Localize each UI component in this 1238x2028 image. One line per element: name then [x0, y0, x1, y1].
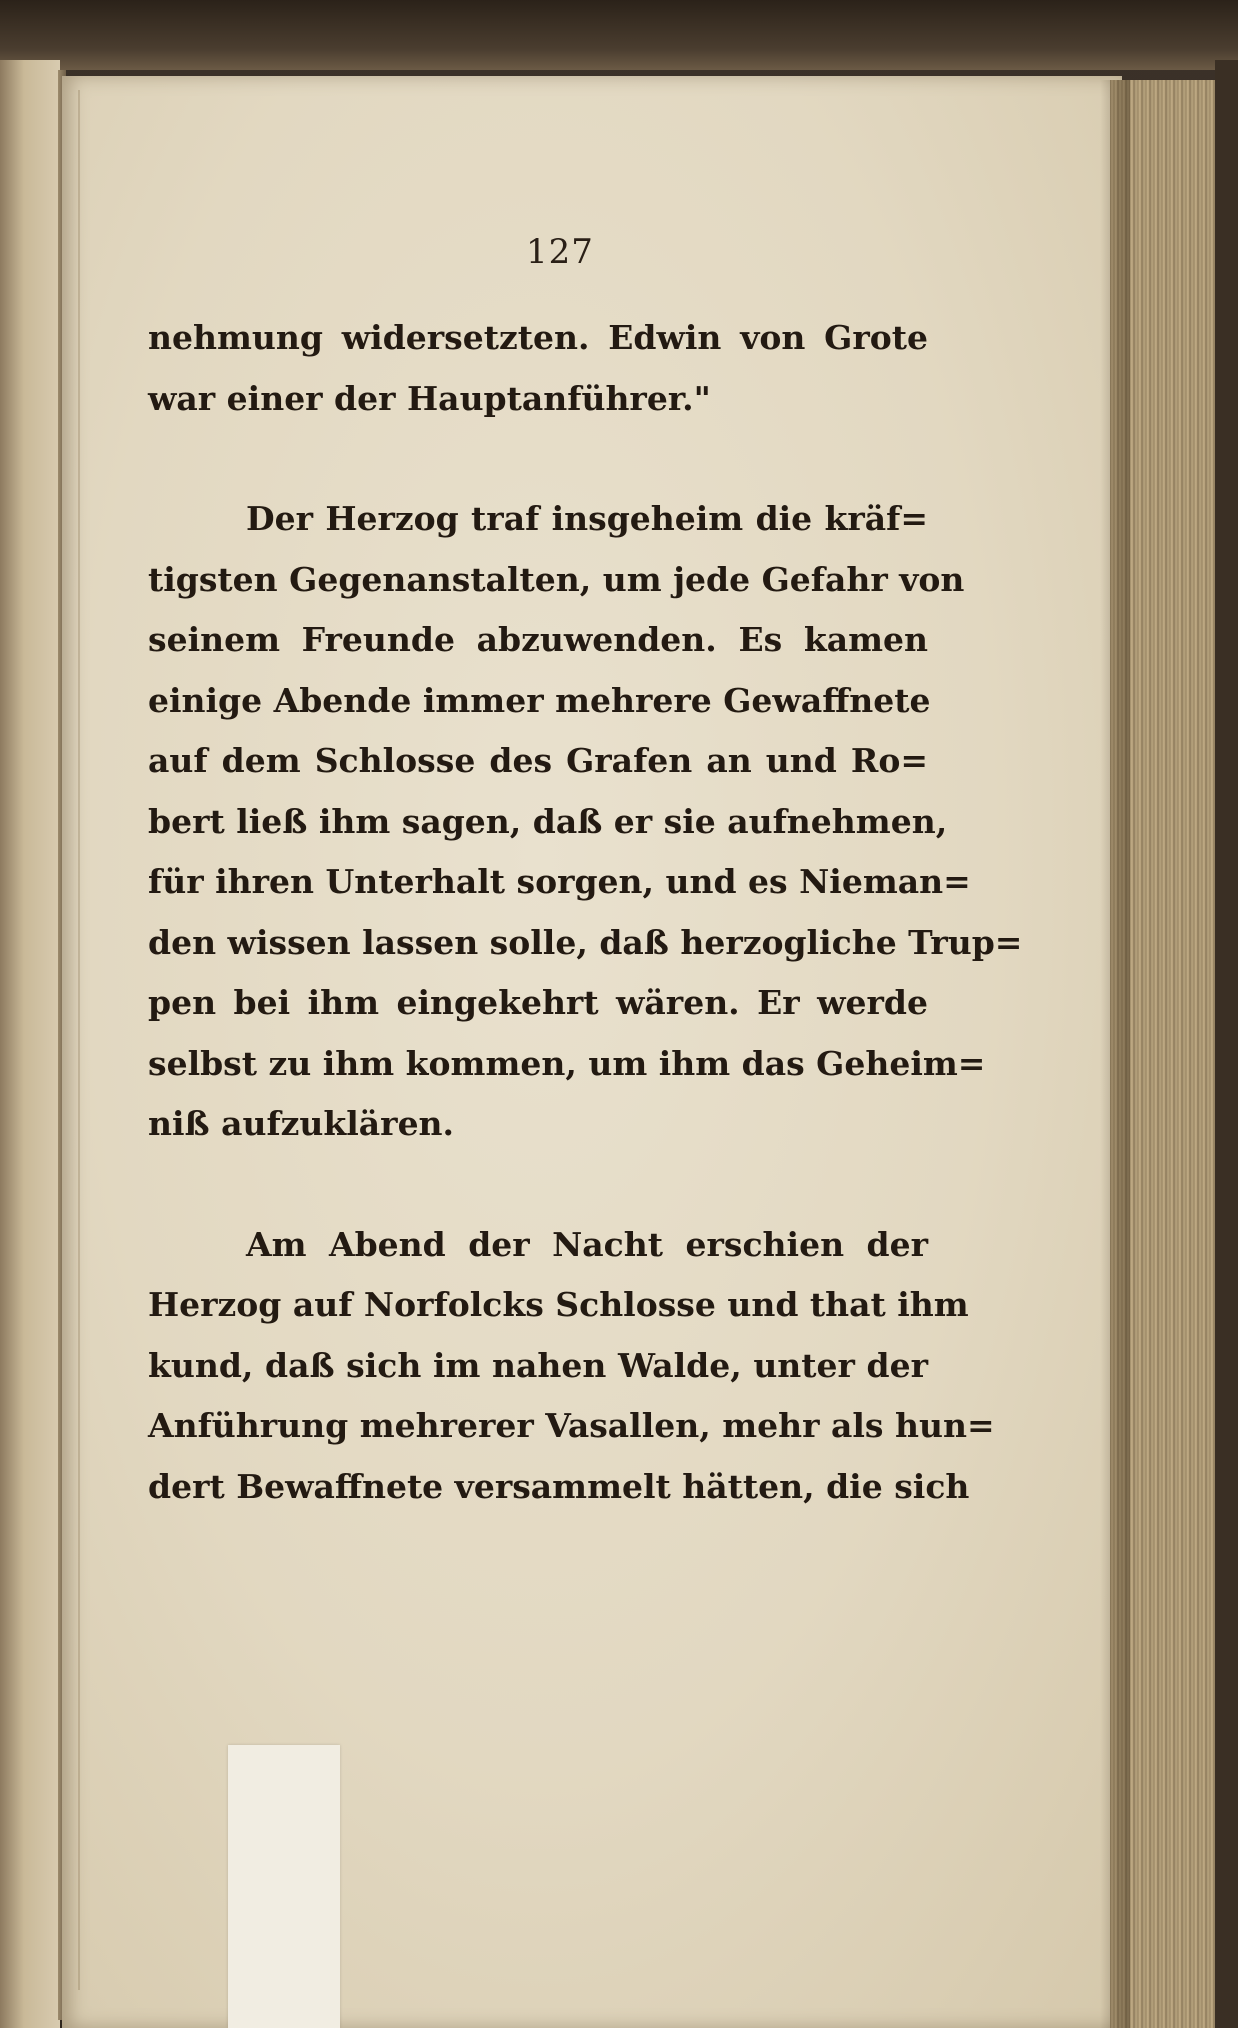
- top-shadow: [0, 0, 1238, 70]
- paper-label-tab: [228, 1745, 340, 2028]
- back-cover: [1215, 60, 1238, 2028]
- body-text: [148, 308, 1023, 1517]
- paragraph-1: [148, 308, 928, 429]
- text-line: den wissen lassen solle, daß herzogliche Trup=: [148, 922, 1023, 962]
- text-line: war einer der Hauptanführer.": [148, 378, 711, 418]
- text-line: Anführung mehrerer Vasallen, mehr als hun=: [148, 1406, 995, 1445]
- text-line: Am Abend der Nacht erschien der: [246, 1224, 928, 1264]
- text-line: kund, daß sich im nahen Walde, unter der: [148, 1345, 928, 1385]
- text-line: bert ließ ihm sagen, daß er sie aufnehmen,: [148, 801, 948, 841]
- text-line: tigsten Gegenanstalten, um jede Gefahr von: [148, 559, 965, 599]
- text-line: für ihren Unterhalt sorgen, und es Nieman=: [148, 862, 971, 901]
- paragraph-2: [148, 489, 1023, 1155]
- page-number: 127: [526, 232, 594, 272]
- text-line: Der Herzog traf insgeheim die kräf=: [246, 499, 928, 538]
- gutter-line: [78, 90, 80, 1990]
- text-line: dert Bewaffnete versammelt hätten, die sich: [148, 1466, 970, 1506]
- page-stack-shadow: [1100, 80, 1130, 2028]
- left-page-edge: [0, 60, 60, 2028]
- text-line: seinem Freunde abzuwenden. Es kamen: [148, 620, 928, 659]
- text-line: auf dem Schlosse des Grafen an und Ro=: [148, 741, 928, 780]
- paragraph-3: [148, 1215, 995, 1518]
- text-line: selbst zu ihm kommen, um ihm das Geheim=: [148, 1043, 986, 1083]
- text-line: niß aufzuklären.: [148, 1104, 455, 1143]
- text-line: pen bei ihm eingekehrt wären. Er werde: [148, 983, 928, 1022]
- text-line: Herzog auf Norfolcks Schlosse und that ihm: [148, 1285, 969, 1324]
- text-line: einige Abende immer mehrere Gewaffnete: [148, 680, 931, 720]
- text-line: nehmung widersetzten. Edwin von Grote: [148, 318, 928, 357]
